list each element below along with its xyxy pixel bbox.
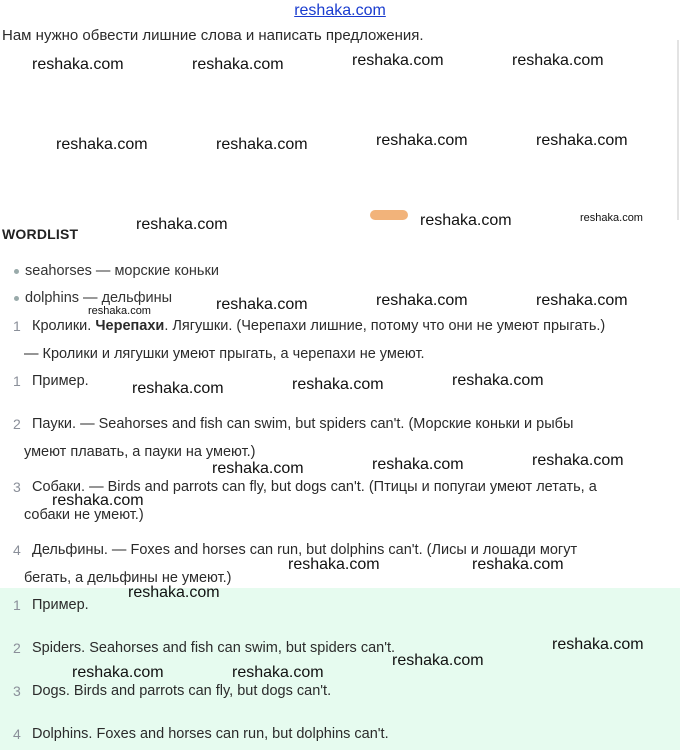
watermark: reshaka.com <box>536 132 628 149</box>
bullet-icon <box>14 269 19 274</box>
right-edge-line <box>677 40 679 220</box>
answer-number: 4 <box>13 726 21 742</box>
answer-number: 3 <box>13 683 21 699</box>
wordlist-item: seahorses — морские коньки <box>14 263 219 279</box>
watermark: reshaka.com <box>212 460 304 477</box>
watermark: reshaka.com <box>232 664 324 681</box>
watermark: reshaka.com <box>376 292 468 309</box>
watermark: reshaka.com <box>376 132 468 149</box>
answer-line: Собаки. — Birds and parrots can fly, but dogs can't. (Птицы и попугаи умеют летать, а <box>32 479 597 495</box>
answer-number: 1 <box>13 597 21 613</box>
watermark: reshaka.com <box>420 212 512 229</box>
answer-line: Дельфины. — Foxes and horses can run, but dolphins can't. (Лисы и лошади могут <box>32 542 578 558</box>
highlight-stroke <box>370 210 408 220</box>
answer-line: Кролики. Черепахи. Лягушки. (Черепахи лишние, потому что они не умеют прыгать.) <box>32 318 606 334</box>
watermark: reshaka.com <box>552 636 644 653</box>
watermark: reshaka.com <box>580 212 643 224</box>
watermark: reshaka.com <box>512 52 604 69</box>
answer-line: Spiders. Seahorses and fish can swim, but spiders can't. <box>32 640 396 656</box>
wordlist-title: WORDLIST <box>2 226 79 242</box>
watermark: reshaka.com <box>288 556 380 573</box>
answer-number: 2 <box>13 640 21 656</box>
watermark: reshaka.com <box>216 136 308 153</box>
site-link[interactable]: reshaka.com <box>294 2 386 19</box>
answer-line: Dolphins. Foxes and horses can run, but dolphins can't. <box>32 726 389 742</box>
answer-line: Пауки. — Seahorses and fish can swim, but spiders can't. (Морские коньки и рыбы <box>32 416 574 432</box>
watermark: reshaka.com <box>52 492 144 509</box>
answer-number: 3 <box>13 479 21 495</box>
watermark: reshaka.com <box>136 216 228 233</box>
watermark: reshaka.com <box>292 376 384 393</box>
watermark: reshaka.com <box>372 456 464 473</box>
watermark: reshaka.com <box>32 56 124 73</box>
watermark: reshaka.com <box>216 296 308 313</box>
answer-line: Пример. <box>32 373 89 389</box>
watermark: reshaka.com <box>532 452 624 469</box>
watermark: reshaka.com <box>472 556 564 573</box>
watermark: reshaka.com <box>392 652 484 669</box>
answer-line: Dogs. Birds and parrots can fly, but dogs can't. <box>32 683 332 699</box>
watermark: reshaka.com <box>88 305 151 317</box>
answer-line: Пример. <box>32 597 89 613</box>
watermark: reshaka.com <box>192 56 284 73</box>
bullet-icon <box>14 296 19 301</box>
answer-number: 2 <box>13 416 21 432</box>
watermark: reshaka.com <box>56 136 148 153</box>
answer-line: — Кролики и лягушки умеют прыгать, а черепахи не умеют. <box>24 346 425 362</box>
answer-number: 1 <box>13 373 21 389</box>
watermark: reshaka.com <box>72 664 164 681</box>
answer-line: умеют плавать, а пауки на умеют.) <box>24 444 256 460</box>
intro-text: Нам нужно обвести лишние слова и написать предложения. <box>2 27 424 44</box>
watermark: reshaka.com <box>536 292 628 309</box>
watermark: reshaka.com <box>132 380 224 397</box>
watermark: reshaka.com <box>352 52 444 69</box>
answer-number: 1 <box>13 318 21 334</box>
bold-word: Черепахи <box>95 318 165 334</box>
answer-number: 4 <box>13 542 21 558</box>
answer-line: собаки не умеют.) <box>24 507 144 523</box>
watermark: reshaka.com <box>128 584 220 601</box>
wordlist-item: dolphins — дельфины <box>14 290 172 306</box>
answer-line: бегать, а дельфины не умеют.) <box>24 570 232 586</box>
watermark: reshaka.com <box>452 372 544 389</box>
